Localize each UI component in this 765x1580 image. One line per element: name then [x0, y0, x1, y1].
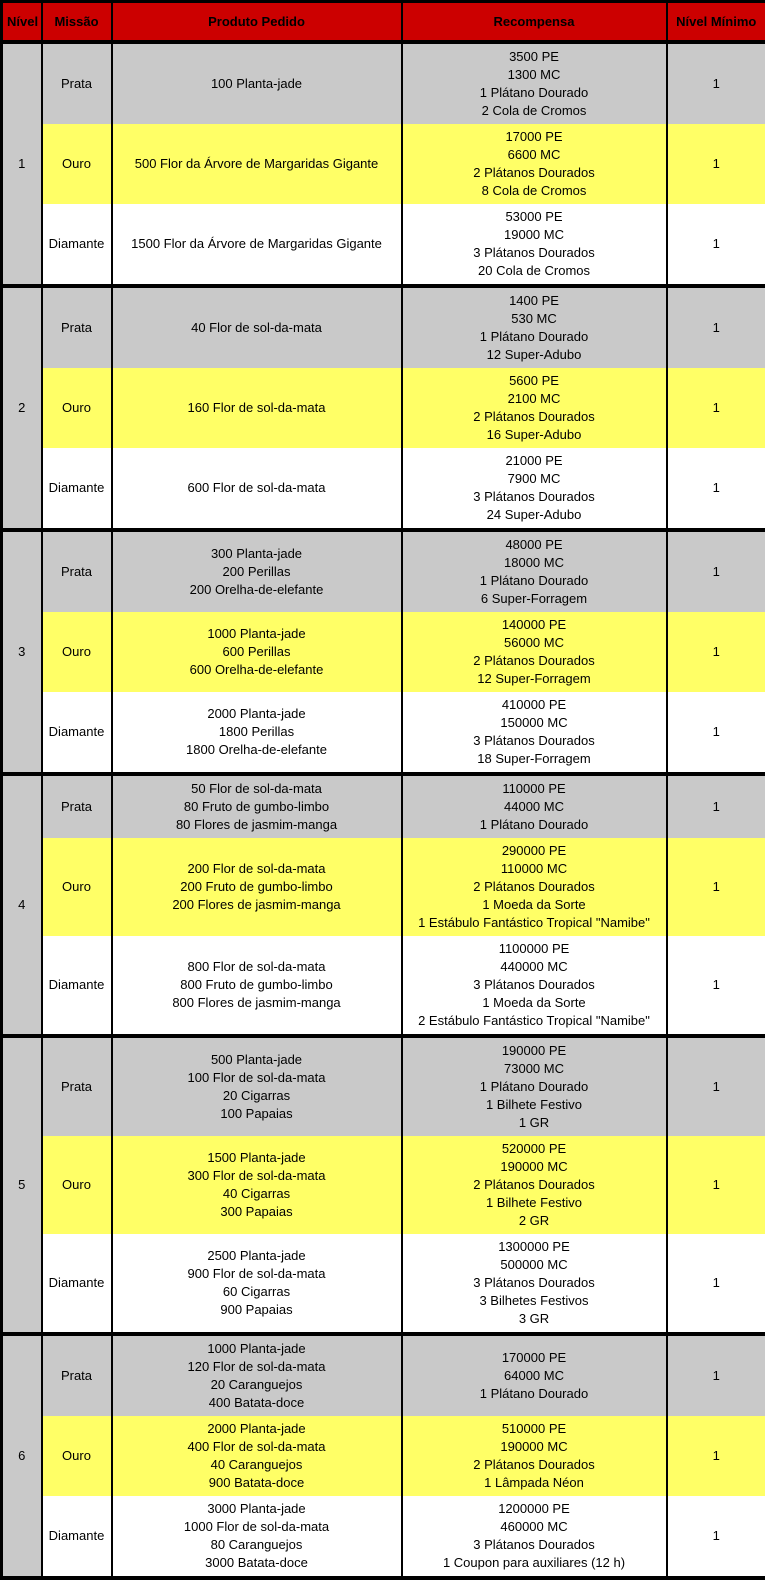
reward-line: 64000 MC	[405, 1367, 664, 1385]
reward-line: 1 Plátano Dourado	[405, 84, 664, 102]
product-line: 800 Fruto de gumbo-limbo	[115, 976, 399, 994]
product-line: 200 Flores de jasmim-manga	[115, 896, 399, 914]
reward-line: 18 Super-Forragem	[405, 750, 664, 768]
product-line: 900 Papaias	[115, 1301, 399, 1319]
product-line: 200 Flor de sol-da-mata	[115, 860, 399, 878]
products-cell	[112, 530, 402, 612]
product-line: 2000 Planta-jade	[115, 705, 399, 723]
products-cell	[112, 448, 402, 530]
product-line: 80 Flores de jasmim-manga	[115, 816, 399, 834]
products-cell	[112, 286, 402, 368]
level-cell: 5	[2, 1036, 42, 1334]
reward-line: 1 Bilhete Festivo	[405, 1194, 664, 1212]
product-line: 100 Planta-jade	[115, 75, 399, 93]
reward-line: 2 Plátanos Dourados	[405, 1456, 664, 1474]
reward-line: 3 Plátanos Dourados	[405, 1274, 664, 1292]
reward-line: 1100000 PE	[405, 940, 664, 958]
rewards-cell	[402, 692, 667, 774]
min-level-cell: 1	[667, 774, 765, 838]
reward-line: 1 Lâmpada Néon	[405, 1474, 664, 1492]
mission-row	[2, 1416, 765, 1496]
mission-row	[2, 692, 765, 774]
level-cell: 2	[2, 286, 42, 530]
mission-cell: Ouro	[42, 612, 112, 692]
reward-line: 19000 MC	[405, 226, 664, 244]
reward-line: 530 MC	[405, 310, 664, 328]
reward-line: 1 Plátano Dourado	[405, 572, 664, 590]
mission-cell: Diamante	[42, 204, 112, 286]
header-row	[2, 2, 765, 43]
mission-row	[2, 612, 765, 692]
reward-line: 17000 PE	[405, 128, 664, 146]
reward-line: 44000 MC	[405, 798, 664, 816]
reward-line: 6600 MC	[405, 146, 664, 164]
mission-cell: Diamante	[42, 692, 112, 774]
product-line: 800 Flor de sol-da-mata	[115, 958, 399, 976]
product-line: 200 Fruto de gumbo-limbo	[115, 878, 399, 896]
reward-line: 56000 MC	[405, 634, 664, 652]
products-cell	[112, 1036, 402, 1136]
min-level-cell: 1	[667, 448, 765, 530]
rewards-cell	[402, 448, 667, 530]
mission-row	[2, 838, 765, 936]
reward-line: 3 Plátanos Dourados	[405, 244, 664, 262]
rewards-cell	[402, 774, 667, 838]
min-level-cell: 1	[667, 42, 765, 124]
product-line: 1800 Perillas	[115, 723, 399, 741]
product-line: 600 Orelha-de-elefante	[115, 661, 399, 679]
rewards-cell	[402, 530, 667, 612]
products-cell	[112, 1136, 402, 1234]
product-line: 20 Caranguejos	[115, 1376, 399, 1394]
mission-row	[2, 204, 765, 286]
reward-line: 3 Plátanos Dourados	[405, 732, 664, 750]
min-level-cell: 1	[667, 124, 765, 204]
mission-cell: Ouro	[42, 124, 112, 204]
mission-cell: Diamante	[42, 1234, 112, 1334]
mission-row	[2, 368, 765, 448]
reward-line: 140000 PE	[405, 616, 664, 634]
mission-cell: Diamante	[42, 1496, 112, 1578]
reward-line: 1 GR	[405, 1114, 664, 1132]
reward-line: 500000 MC	[405, 1256, 664, 1274]
reward-line: 1 Moeda da Sorte	[405, 994, 664, 1012]
reward-line: 16 Super-Adubo	[405, 426, 664, 444]
products-cell	[112, 1234, 402, 1334]
reward-line: 1 Plátano Dourado	[405, 816, 664, 834]
mission-cell: Ouro	[42, 1416, 112, 1496]
reward-line: 5600 PE	[405, 372, 664, 390]
level-group	[2, 774, 765, 1036]
min-level-cell: 1	[667, 1496, 765, 1578]
reward-line: 190000 PE	[405, 1042, 664, 1060]
product-line: 300 Planta-jade	[115, 545, 399, 563]
product-line: 400 Batata-doce	[115, 1394, 399, 1412]
product-line: 120 Flor de sol-da-mata	[115, 1358, 399, 1376]
reward-line: 1200000 PE	[405, 1500, 664, 1518]
reward-line: 48000 PE	[405, 536, 664, 554]
reward-line: 24 Super-Adubo	[405, 506, 664, 524]
product-line: 500 Flor da Árvore de Margaridas Gigante	[115, 155, 399, 173]
rewards-cell	[402, 1334, 667, 1416]
table-header	[2, 2, 765, 43]
mission-row	[2, 936, 765, 1036]
reward-line: 2 Cola de Cromos	[405, 102, 664, 120]
mission-row	[2, 1496, 765, 1578]
product-line: 80 Fruto de gumbo-limbo	[115, 798, 399, 816]
product-line: 20 Cigarras	[115, 1087, 399, 1105]
reward-line: 1 Plátano Dourado	[405, 328, 664, 346]
mission-row	[2, 530, 765, 612]
product-line: 40 Cigarras	[115, 1185, 399, 1203]
level-cell: 4	[2, 774, 42, 1036]
product-line: 300 Papaias	[115, 1203, 399, 1221]
product-line: 3000 Planta-jade	[115, 1500, 399, 1518]
level-group	[2, 286, 765, 530]
reward-line: 3 Plátanos Dourados	[405, 1536, 664, 1554]
reward-line: 12 Super-Forragem	[405, 670, 664, 688]
product-line: 800 Flores de jasmim-manga	[115, 994, 399, 1012]
rewards-cell	[402, 368, 667, 448]
product-line: 200 Orelha-de-elefante	[115, 581, 399, 599]
rewards-cell	[402, 42, 667, 124]
reward-line: 6 Super-Forragem	[405, 590, 664, 608]
reward-line: 1 Estábulo Fantástico Tropical "Namibe"	[405, 914, 664, 932]
mission-cell: Prata	[42, 774, 112, 838]
reward-line: 2 Plátanos Dourados	[405, 164, 664, 182]
reward-line: 3 Bilhetes Festivos	[405, 1292, 664, 1310]
reward-line: 1 Bilhete Festivo	[405, 1096, 664, 1114]
reward-line: 2 Plátanos Dourados	[405, 408, 664, 426]
min-level-cell: 1	[667, 368, 765, 448]
mission-row	[2, 774, 765, 838]
min-level-cell: 1	[667, 530, 765, 612]
reward-line: 1300000 PE	[405, 1238, 664, 1256]
mission-cell: Prata	[42, 530, 112, 612]
reward-line: 3 Plátanos Dourados	[405, 976, 664, 994]
col-header-nivel: Nível	[2, 2, 42, 43]
min-level-cell: 1	[667, 1136, 765, 1234]
mission-row	[2, 42, 765, 124]
product-line: 500 Planta-jade	[115, 1051, 399, 1069]
col-header-missao: Missão	[42, 2, 112, 43]
reward-line: 3 Plátanos Dourados	[405, 488, 664, 506]
products-cell	[112, 204, 402, 286]
mission-cell: Prata	[42, 286, 112, 368]
products-cell	[112, 936, 402, 1036]
product-line: 1000 Planta-jade	[115, 625, 399, 643]
level-group	[2, 1036, 765, 1334]
product-line: 40 Caranguejos	[115, 1456, 399, 1474]
level-cell: 3	[2, 530, 42, 774]
rewards-cell	[402, 1234, 667, 1334]
reward-line: 110000 PE	[405, 780, 664, 798]
reward-line: 7900 MC	[405, 470, 664, 488]
reward-line: 190000 MC	[405, 1438, 664, 1456]
reward-line: 110000 MC	[405, 860, 664, 878]
reward-line: 2100 MC	[405, 390, 664, 408]
products-cell	[112, 1334, 402, 1416]
product-line: 60 Cigarras	[115, 1283, 399, 1301]
level-cell: 1	[2, 42, 42, 286]
reward-line: 1 Plátano Dourado	[405, 1385, 664, 1403]
reward-line: 2 Estábulo Fantástico Tropical "Namibe"	[405, 1012, 664, 1030]
product-line: 200 Perillas	[115, 563, 399, 581]
products-cell	[112, 692, 402, 774]
products-cell	[112, 1496, 402, 1578]
rewards-cell	[402, 1416, 667, 1496]
product-line: 100 Papaias	[115, 1105, 399, 1123]
product-line: 1500 Planta-jade	[115, 1149, 399, 1167]
reward-line: 520000 PE	[405, 1140, 664, 1158]
product-line: 160 Flor de sol-da-mata	[115, 399, 399, 417]
rewards-cell	[402, 1036, 667, 1136]
min-level-cell: 1	[667, 838, 765, 936]
product-line: 1500 Flor da Árvore de Margaridas Gigante	[115, 235, 399, 253]
reward-line: 20 Cola de Cromos	[405, 262, 664, 280]
reward-line: 2 Plátanos Dourados	[405, 878, 664, 896]
reward-line: 290000 PE	[405, 842, 664, 860]
products-cell	[112, 368, 402, 448]
min-level-cell: 1	[667, 1334, 765, 1416]
reward-line: 18000 MC	[405, 554, 664, 572]
product-line: 80 Caranguejos	[115, 1536, 399, 1554]
product-line: 300 Flor de sol-da-mata	[115, 1167, 399, 1185]
min-level-cell: 1	[667, 1234, 765, 1334]
reward-line: 2 GR	[405, 1212, 664, 1230]
products-cell	[112, 124, 402, 204]
rewards-cell	[402, 124, 667, 204]
product-line: 1800 Orelha-de-elefante	[115, 741, 399, 759]
product-line: 2500 Planta-jade	[115, 1247, 399, 1265]
level-group	[2, 1334, 765, 1578]
reward-line: 3 GR	[405, 1310, 664, 1328]
rewards-cell	[402, 838, 667, 936]
reward-line: 410000 PE	[405, 696, 664, 714]
reward-line: 1 Moeda da Sorte	[405, 896, 664, 914]
mission-cell: Prata	[42, 1036, 112, 1136]
reward-line: 53000 PE	[405, 208, 664, 226]
mission-row	[2, 286, 765, 368]
product-line: 600 Flor de sol-da-mata	[115, 479, 399, 497]
product-line: 50 Flor de sol-da-mata	[115, 780, 399, 798]
mission-cell: Ouro	[42, 368, 112, 448]
reward-line: 73000 MC	[405, 1060, 664, 1078]
product-line: 900 Flor de sol-da-mata	[115, 1265, 399, 1283]
reward-line: 460000 MC	[405, 1518, 664, 1536]
mission-cell: Ouro	[42, 838, 112, 936]
reward-line: 21000 PE	[405, 452, 664, 470]
reward-line: 1400 PE	[405, 292, 664, 310]
mission-cell: Prata	[42, 42, 112, 124]
product-line: 40 Flor de sol-da-mata	[115, 319, 399, 337]
reward-line: 440000 MC	[405, 958, 664, 976]
reward-line: 8 Cola de Cromos	[405, 182, 664, 200]
reward-line: 12 Super-Adubo	[405, 346, 664, 364]
product-line: 1000 Flor de sol-da-mata	[115, 1518, 399, 1536]
reward-line: 150000 MC	[405, 714, 664, 732]
products-cell	[112, 838, 402, 936]
rewards-cell	[402, 286, 667, 368]
products-cell	[112, 42, 402, 124]
reward-line: 2 Plátanos Dourados	[405, 1176, 664, 1194]
min-level-cell: 1	[667, 692, 765, 774]
mission-cell: Diamante	[42, 936, 112, 1036]
level-group	[2, 530, 765, 774]
mission-row	[2, 1036, 765, 1136]
min-level-cell: 1	[667, 286, 765, 368]
product-line: 600 Perillas	[115, 643, 399, 661]
reward-line: 190000 MC	[405, 1158, 664, 1176]
reward-line: 1 Coupon para auxiliares (12 h)	[405, 1554, 664, 1572]
reward-line: 510000 PE	[405, 1420, 664, 1438]
rewards-cell	[402, 936, 667, 1036]
min-level-cell: 1	[667, 936, 765, 1036]
mission-row	[2, 1234, 765, 1334]
min-level-cell: 1	[667, 612, 765, 692]
mission-cell: Ouro	[42, 1136, 112, 1234]
product-line: 400 Flor de sol-da-mata	[115, 1438, 399, 1456]
reward-line: 1300 MC	[405, 66, 664, 84]
products-cell	[112, 1416, 402, 1496]
level-group	[2, 42, 765, 286]
mission-row	[2, 1334, 765, 1416]
mission-cell: Diamante	[42, 448, 112, 530]
min-level-cell: 1	[667, 204, 765, 286]
product-line: 2000 Planta-jade	[115, 1420, 399, 1438]
product-line: 1000 Planta-jade	[115, 1340, 399, 1358]
min-level-cell: 1	[667, 1036, 765, 1136]
product-line: 900 Batata-doce	[115, 1474, 399, 1492]
mission-row	[2, 124, 765, 204]
min-level-cell: 1	[667, 1416, 765, 1496]
col-header-recompensa: Recompensa	[402, 2, 667, 43]
mission-row	[2, 448, 765, 530]
product-line: 100 Flor de sol-da-mata	[115, 1069, 399, 1087]
reward-line: 1 Plátano Dourado	[405, 1078, 664, 1096]
rewards-cell	[402, 612, 667, 692]
rewards-cell	[402, 1496, 667, 1578]
col-header-nivel-minimo: Nível Mínimo	[667, 2, 765, 43]
rewards-cell	[402, 204, 667, 286]
col-header-produto-pedido: Produto Pedido	[112, 2, 402, 43]
rewards-cell	[402, 1136, 667, 1234]
products-cell	[112, 612, 402, 692]
reward-line: 2 Plátanos Dourados	[405, 652, 664, 670]
products-cell	[112, 774, 402, 838]
mission-row	[2, 1136, 765, 1234]
mission-cell: Prata	[42, 1334, 112, 1416]
level-cell: 6	[2, 1334, 42, 1578]
reward-line: 3500 PE	[405, 48, 664, 66]
reward-line: 170000 PE	[405, 1349, 664, 1367]
product-line: 3000 Batata-doce	[115, 1554, 399, 1572]
